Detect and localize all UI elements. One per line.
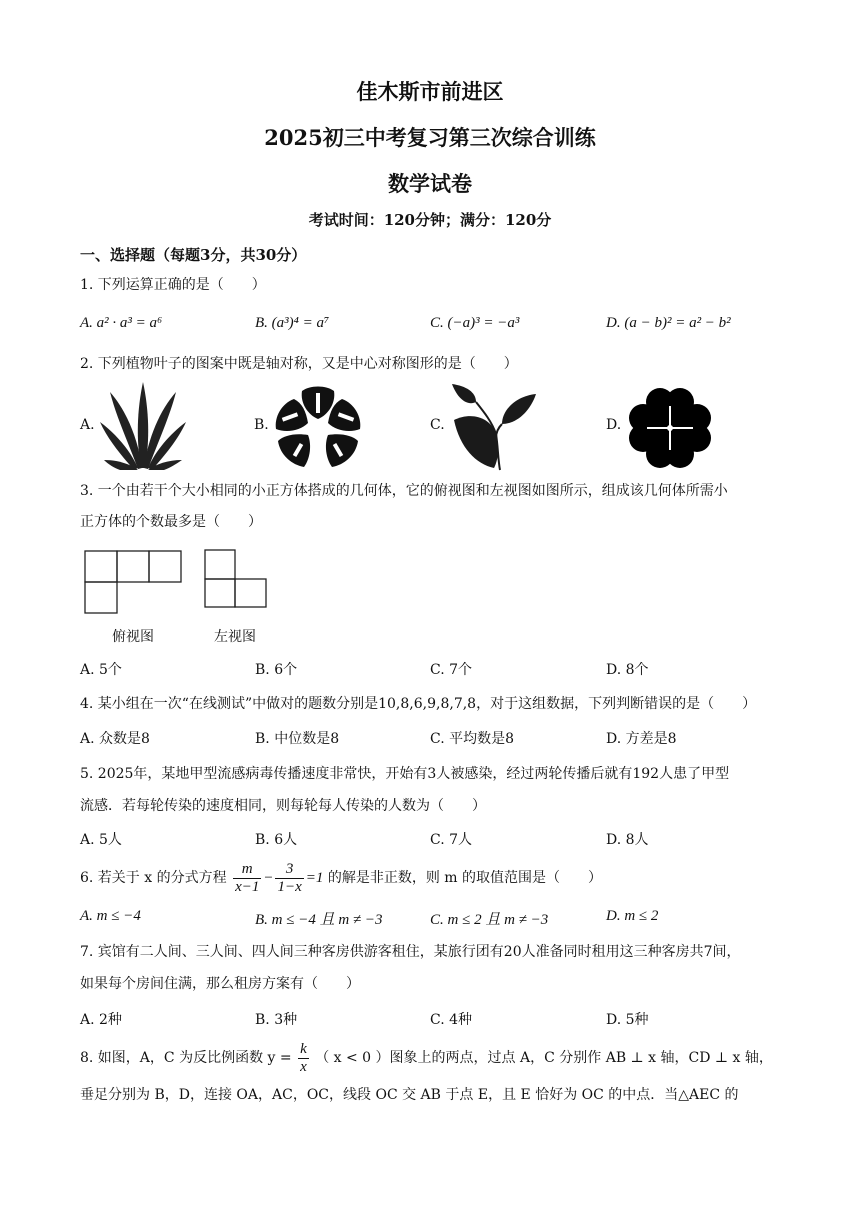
q4-option-b: B. 中位数是8 — [255, 731, 340, 747]
q1-option-c: C. (−a)³ = −a³ — [430, 315, 520, 331]
q6-stem-pre: 6. 若关于 x 的分式方程 — [80, 870, 227, 886]
q1-options — [80, 315, 800, 337]
q4-option-a: A. 众数是8 — [80, 731, 150, 747]
exam-info: 考试时间：120分钟；满分：120分 — [308, 211, 552, 229]
q5-option-d: D. 8人 — [606, 832, 649, 848]
q3-option-b: B. 6个 — [255, 662, 298, 678]
q6-fraction-1 — [233, 861, 261, 896]
left-view-diagram — [204, 549, 268, 609]
q3-options — [80, 659, 800, 681]
exam-title: 2025初三中考复习第三次综合训练 — [264, 125, 596, 150]
q2-option-a: A. — [80, 417, 95, 433]
q6-option-d: D. m ≤ 2 — [606, 908, 659, 924]
q2-option-c: C. — [430, 417, 445, 433]
q7-options — [80, 1009, 800, 1031]
q6-option-a: A. m ≤ −4 — [80, 908, 141, 924]
q8-fraction-numerator: k — [300, 1040, 307, 1057]
q8-stem-line1 — [80, 1038, 790, 1078]
clover-icon — [627, 386, 713, 470]
leaves-icon — [450, 382, 540, 472]
q7-stem-line1: 7. 宾馆有二人间、三人间、四人间三种客房供游客租住，某旅行团有20人准备同时租用这三种客房共7间， — [80, 944, 741, 960]
q8-stem-post: （ x < 0 ）图象上的两点，过点 A，C 分别作 AB ⊥ x 轴，CD ⊥ x 轴， — [315, 1050, 773, 1066]
q5-option-b: B. 6人 — [255, 832, 298, 848]
q1-option-b: B. (a³)⁴ = a⁷ — [255, 315, 330, 331]
q6-stem-post: 的解是非正数，则 m 的取值范围是（ ） — [327, 870, 603, 886]
q5-option-a: A. 5人 — [80, 832, 122, 848]
q6-equals: =1 — [305, 870, 324, 886]
q1-option-a: A. a² · a³ = a⁶ — [80, 315, 163, 331]
q3-stem-line2: 正方体的个数最多是（ ） — [80, 514, 262, 530]
q4-option-c: C. 平均数是8 — [430, 731, 515, 747]
q3-option-c: C. 7个 — [430, 662, 473, 678]
q8-fraction — [298, 1041, 309, 1076]
q6-fraction-1-numerator: m — [233, 861, 261, 879]
q5-stem-line1: 5. 2025年，某地甲型流感病毒传播速度非常快，开始有3人被感染，经过两轮传播后就有192人患了甲型 — [80, 766, 730, 782]
top-view-label: 俯视图 — [112, 629, 154, 645]
subject-title: 数学试卷 — [388, 171, 472, 196]
q6-fraction-2 — [275, 861, 303, 896]
q6-options — [80, 908, 800, 930]
q3-stem-line1: 3. 一个由若干个大小相同的小正方体搭成的几何体，它的俯视图和左视图如图所示，组成该几何体所需小 — [80, 483, 728, 499]
q4-stem: 4. 某小组在一次“在线测试”中做对的题数分别是10,8,6,9,8,7,8，对于这组数据，下列判断错误的是（ ） — [80, 696, 757, 712]
q6-fraction-2-numerator: 3 — [275, 861, 303, 879]
q4-option-d: D. 方差是8 — [606, 731, 677, 747]
q6-stem — [80, 858, 790, 898]
section-heading: 一、选择题（每题3分，共30分） — [80, 246, 307, 264]
flower-icon — [272, 385, 364, 471]
q6-minus: − — [263, 870, 274, 886]
school-title: 佳木斯市前进区 — [356, 79, 504, 104]
q2-option-d: D. — [606, 417, 622, 433]
q5-stem-line2: 流感．若每轮传染的速度相同，则每轮每人传染的人数为（ ） — [80, 798, 486, 814]
q6-fraction-2-denominator: 1−x — [277, 878, 302, 895]
q5-options — [80, 829, 800, 851]
q3-option-a: A. 5个 — [80, 662, 122, 678]
q4-options — [80, 728, 800, 750]
q7-option-b: B. 3种 — [255, 1012, 298, 1028]
q7-option-d: D. 5种 — [606, 1012, 649, 1028]
q5-option-c: C. 7人 — [430, 832, 473, 848]
q7-option-c: C. 4种 — [430, 1012, 473, 1028]
q6-fraction-1-denominator: x−1 — [235, 878, 260, 895]
q7-stem-line2: 如果每个房间住满，那么租房方案有（ ） — [80, 976, 360, 992]
spiky-leaf-icon — [98, 380, 188, 472]
q3-option-d: D. 8个 — [606, 662, 649, 678]
left-view-label: 左视图 — [214, 629, 256, 645]
q1-option-d: D. (a − b)² = a² − b² — [606, 315, 731, 331]
q8-fraction-denominator: x — [300, 1058, 307, 1075]
q8-stem-pre: 8. 如图，A，C 为反比例函数 y = — [80, 1050, 292, 1066]
q8-stem-line2: 垂足分别为 B，D，连接 OA，AC，OC，线段 OC 交 AB 于点 E，且 E 恰好为 OC 的中点．当△AEC 的 — [80, 1087, 739, 1103]
q2-option-b: B. — [254, 417, 269, 433]
q1-stem: 1. 下列运算正确的是（ ） — [80, 277, 266, 293]
top-view-diagram — [84, 550, 182, 616]
q7-option-a: A. 2种 — [80, 1012, 122, 1028]
q2-stem: 2. 下列植物叶子的图案中既是轴对称，又是中心对称图形的是（ ） — [80, 356, 518, 372]
q6-option-c: C. m ≤ 2 且 m ≠ −3 — [430, 912, 549, 928]
q6-option-b: B. m ≤ −4 且 m ≠ −3 — [255, 912, 383, 928]
